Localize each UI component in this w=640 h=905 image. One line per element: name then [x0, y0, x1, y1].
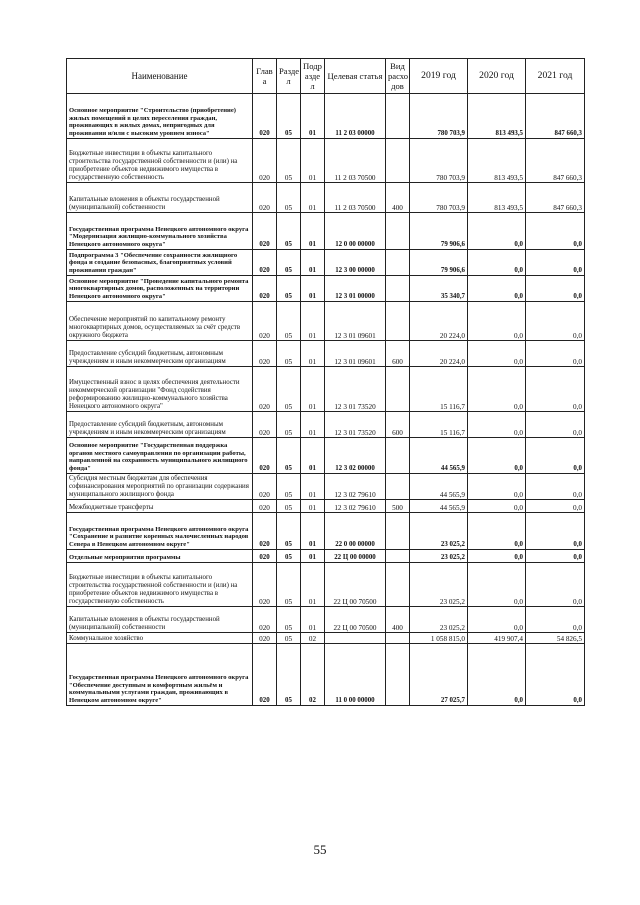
cell-2021: 0,0	[526, 276, 585, 302]
cell-glava: 020	[253, 250, 277, 276]
table-row	[67, 367, 585, 412]
cell-name: Коммунальное хозяйство	[67, 633, 253, 644]
table-row	[67, 474, 585, 500]
cell-2020: 0,0	[468, 213, 526, 250]
cell-podrazdel: 01	[301, 94, 325, 139]
cell-article: 12 3 00 00000	[325, 250, 386, 276]
cell-podrazdel: 01	[301, 438, 325, 474]
table-row	[67, 438, 585, 474]
cell-glava: 020	[253, 550, 277, 563]
header-podrazdel: Подр азде л	[301, 59, 325, 94]
cell-glava: 020	[253, 438, 277, 474]
cell-glava: 020	[253, 563, 277, 607]
cell-razdel: 05	[277, 341, 301, 367]
cell-expense-type: 500	[386, 500, 410, 513]
cell-2021: 0,0	[526, 474, 585, 500]
header-expense-type: Вид расхо дов	[386, 59, 410, 94]
cell-2021: 0,0	[526, 341, 585, 367]
cell-2020: 0,0	[468, 276, 526, 302]
cell-2020: 0,0	[468, 500, 526, 513]
cell-2021: 0,0	[526, 563, 585, 607]
cell-podrazdel: 01	[301, 607, 325, 633]
cell-name: Межбюджетные трансферты	[67, 500, 253, 513]
cell-razdel: 05	[277, 438, 301, 474]
cell-name: Государственная программа Ненецкого автономного округа "Обеспечение доступным и комфортным жильём и коммунальными услугами граждан, проживающих в Ненецком автономном округе"	[67, 644, 253, 706]
cell-name: Субсидия местным бюджетам для обеспечения софинансирования мероприятий по организации содержания муниципального жилищного фонда	[67, 474, 253, 500]
cell-2020: 0,0	[468, 412, 526, 438]
cell-expense-type: 400	[386, 607, 410, 633]
cell-2020: 0,0	[468, 341, 526, 367]
cell-podrazdel: 02	[301, 633, 325, 644]
cell-2021: 0,0	[526, 644, 585, 706]
cell-podrazdel: 01	[301, 276, 325, 302]
cell-podrazdel: 01	[301, 563, 325, 607]
table-row	[67, 563, 585, 607]
cell-podrazdel: 01	[301, 474, 325, 500]
cell-name: Основное мероприятие "Государственная поддержка органов местного самоуправления по организации работы, направленной на сохранность муниципального жилищного фонда"	[67, 438, 253, 474]
cell-glava: 020	[253, 513, 277, 550]
cell-glava: 020	[253, 633, 277, 644]
cell-podrazdel: 01	[301, 341, 325, 367]
cell-2019: 20 224,0	[410, 302, 468, 341]
cell-podrazdel: 01	[301, 183, 325, 213]
cell-glava: 020	[253, 367, 277, 412]
cell-expense-type	[386, 563, 410, 607]
cell-2021: 0,0	[526, 513, 585, 550]
cell-2020: 813 493,5	[468, 183, 526, 213]
cell-razdel: 05	[277, 412, 301, 438]
cell-article: 12 3 01 09601	[325, 341, 386, 367]
table-row	[67, 633, 585, 644]
cell-2021: 0,0	[526, 550, 585, 563]
cell-razdel: 05	[277, 563, 301, 607]
cell-2019: 23 025,2	[410, 550, 468, 563]
cell-name: Предоставление субсидий бюджетным, автономным учреждениям и иным некоммерческим организациям	[67, 341, 253, 367]
cell-name: Подпрограмма 3 "Обеспечение сохранности жилищного фонда и создание безопасных, благоприятных условий проживания граждан"	[67, 250, 253, 276]
cell-razdel: 05	[277, 474, 301, 500]
cell-glava: 020	[253, 500, 277, 513]
cell-2020: 0,0	[468, 302, 526, 341]
cell-razdel: 05	[277, 633, 301, 644]
cell-2021: 0,0	[526, 302, 585, 341]
cell-glava: 020	[253, 213, 277, 250]
cell-2020: 0,0	[468, 513, 526, 550]
cell-glava: 020	[253, 183, 277, 213]
cell-2019: 20 224,0	[410, 341, 468, 367]
cell-2021: 0,0	[526, 500, 585, 513]
cell-article: 22 Ц 00 70500	[325, 563, 386, 607]
cell-podrazdel: 01	[301, 412, 325, 438]
cell-razdel: 05	[277, 276, 301, 302]
cell-glava: 020	[253, 302, 277, 341]
cell-article: 11 2 03 00000	[325, 94, 386, 139]
cell-podrazdel: 01	[301, 500, 325, 513]
cell-article: 12 3 02 79610	[325, 474, 386, 500]
cell-2021: 847 660,3	[526, 94, 585, 139]
cell-glava: 020	[253, 341, 277, 367]
cell-podrazdel: 01	[301, 250, 325, 276]
table-row	[67, 550, 585, 563]
cell-podrazdel: 01	[301, 302, 325, 341]
cell-expense-type	[386, 633, 410, 644]
cell-2019: 27 025,7	[410, 644, 468, 706]
cell-2021: 0,0	[526, 367, 585, 412]
cell-2020: 0,0	[468, 644, 526, 706]
cell-2021: 0,0	[526, 607, 585, 633]
cell-2019: 15 116,7	[410, 367, 468, 412]
cell-expense-type	[386, 513, 410, 550]
cell-2019: 23 025,2	[410, 513, 468, 550]
cell-name: Основное мероприятие "Строительство (приобретение) жилых помещений в целях переселения граждан, проживающих в жилых домах, непригодных для проживания и/или с высоким уровнем износа"	[67, 94, 253, 139]
table-row	[67, 341, 585, 367]
cell-expense-type	[386, 367, 410, 412]
cell-2020: 0,0	[468, 438, 526, 474]
cell-expense-type	[386, 94, 410, 139]
cell-expense-type: 600	[386, 341, 410, 367]
cell-2019: 23 025,2	[410, 607, 468, 633]
header-glava: Глав а	[253, 59, 277, 94]
cell-expense-type	[386, 139, 410, 183]
cell-razdel: 05	[277, 513, 301, 550]
table-row	[67, 412, 585, 438]
cell-2019: 79 906,6	[410, 250, 468, 276]
cell-2020: 0,0	[468, 563, 526, 607]
cell-expense-type	[386, 302, 410, 341]
table-row	[67, 607, 585, 633]
cell-2020: 419 907,4	[468, 633, 526, 644]
cell-podrazdel: 02	[301, 644, 325, 706]
cell-glava: 020	[253, 139, 277, 183]
table-row	[67, 302, 585, 341]
cell-2021: 847 660,3	[526, 183, 585, 213]
cell-glava: 020	[253, 644, 277, 706]
cell-2021: 54 826,5	[526, 633, 585, 644]
cell-name: Основное мероприятие "Проведение капитального ремонта многоквартирных домов, расположенных на территории Ненецкого автономного округа"	[67, 276, 253, 302]
cell-expense-type	[386, 550, 410, 563]
header-name: Наименование	[67, 59, 253, 94]
table-body	[67, 94, 585, 706]
cell-razdel: 05	[277, 139, 301, 183]
cell-name: Бюджетные инвестиции в объекты капитального строительства государственной собственности и (или) на приобретение объектов недвижимого имущества в государственную собственность	[67, 139, 253, 183]
cell-2019: 23 025,2	[410, 563, 468, 607]
cell-podrazdel: 01	[301, 513, 325, 550]
cell-2020: 0,0	[468, 250, 526, 276]
table-row	[67, 500, 585, 513]
cell-2019: 780 703,9	[410, 139, 468, 183]
cell-razdel: 05	[277, 607, 301, 633]
cell-expense-type	[386, 213, 410, 250]
cell-razdel: 05	[277, 250, 301, 276]
cell-glava: 020	[253, 474, 277, 500]
cell-article: 12 3 01 00000	[325, 276, 386, 302]
header-2019: 2019 год	[410, 59, 468, 94]
cell-glava: 020	[253, 412, 277, 438]
cell-2019: 44 565,9	[410, 500, 468, 513]
cell-glava: 020	[253, 94, 277, 139]
cell-expense-type	[386, 276, 410, 302]
cell-razdel: 05	[277, 367, 301, 412]
cell-glava: 020	[253, 607, 277, 633]
cell-expense-type: 600	[386, 412, 410, 438]
cell-article: 12 0 00 00000	[325, 213, 386, 250]
cell-article: 12 3 01 73520	[325, 412, 386, 438]
cell-2021: 0,0	[526, 250, 585, 276]
cell-razdel: 05	[277, 302, 301, 341]
cell-2019: 44 565,9	[410, 438, 468, 474]
cell-article: 12 3 02 79610	[325, 500, 386, 513]
cell-podrazdel: 01	[301, 213, 325, 250]
cell-article: 12 3 02 00000	[325, 438, 386, 474]
cell-name: Государственная программа Ненецкого автономного округа "Модернизация жилищно-коммунального хозяйства Ненецкого автономного округа"	[67, 213, 253, 250]
table-row	[67, 644, 585, 706]
header-2020: 2020 год	[468, 59, 526, 94]
cell-razdel: 05	[277, 183, 301, 213]
cell-article: 11 2 03 70500	[325, 183, 386, 213]
cell-expense-type: 400	[386, 183, 410, 213]
cell-razdel: 05	[277, 94, 301, 139]
cell-name: Капитальные вложения в объекты государственной (муниципальной) собственности	[67, 183, 253, 213]
cell-2021: 847 660,3	[526, 139, 585, 183]
cell-name: Обеспечение мероприятий по капитальному ремонту многоквартирных домов, осуществляемых за счёт средств окружного бюджета	[67, 302, 253, 341]
cell-name: Предоставление субсидий бюджетным, автономным учреждениям и иным некоммерческим организациям	[67, 412, 253, 438]
cell-expense-type	[386, 250, 410, 276]
cell-podrazdel: 01	[301, 367, 325, 412]
cell-2020: 813 493,5	[468, 139, 526, 183]
table-row	[67, 250, 585, 276]
cell-podrazdel: 01	[301, 139, 325, 183]
cell-2021: 0,0	[526, 438, 585, 474]
cell-2020: 813 493,5	[468, 94, 526, 139]
cell-2019: 44 565,9	[410, 474, 468, 500]
cell-expense-type	[386, 438, 410, 474]
table-row	[67, 276, 585, 302]
cell-podrazdel: 01	[301, 550, 325, 563]
cell-razdel: 05	[277, 500, 301, 513]
cell-2020: 0,0	[468, 474, 526, 500]
cell-article: 12 3 01 09601	[325, 302, 386, 341]
cell-expense-type	[386, 644, 410, 706]
cell-2020: 0,0	[468, 607, 526, 633]
cell-expense-type	[386, 474, 410, 500]
table-row	[67, 183, 585, 213]
cell-name: Отдельные мероприятия программы	[67, 550, 253, 563]
budget-table	[66, 58, 585, 706]
header-article: Целевая статья	[325, 59, 386, 94]
cell-name: Капитальные вложения в объекты государственной (муниципальной) собственности	[67, 607, 253, 633]
cell-name: Государственная программа Ненецкого автономного округа "Сохранение и развитие коренных малочисленных народов Севера в Ненецком автономном округе"	[67, 513, 253, 550]
cell-article: 22 Ц 00 00000	[325, 550, 386, 563]
cell-razdel: 05	[277, 213, 301, 250]
table-header-row	[67, 59, 585, 94]
cell-2021: 0,0	[526, 412, 585, 438]
cell-glava: 020	[253, 276, 277, 302]
table-row	[67, 213, 585, 250]
header-2021: 2021 год	[526, 59, 585, 94]
cell-article: 22 0 00 00000	[325, 513, 386, 550]
page-number: 55	[313, 842, 327, 857]
cell-article	[325, 633, 386, 644]
cell-2021: 0,0	[526, 213, 585, 250]
table-row	[67, 139, 585, 183]
cell-2019: 780 703,9	[410, 183, 468, 213]
table-row	[67, 513, 585, 550]
cell-razdel: 05	[277, 644, 301, 706]
header-razdel: Разде л	[277, 59, 301, 94]
cell-name: Имущественный взнос в целях обеспечения деятельности некоммерческой организации "Фонд содействия реформированию жилищно-коммунального хозяйства Ненецкого автономного округа"	[67, 367, 253, 412]
cell-razdel: 05	[277, 550, 301, 563]
cell-name: Бюджетные инвестиции в объекты капитального строительства государственной собственности и (или) на приобретение объектов недвижимого имущества в государственную собственность	[67, 563, 253, 607]
cell-2019: 35 340,7	[410, 276, 468, 302]
cell-2019: 1 058 815,0	[410, 633, 468, 644]
cell-2019: 15 116,7	[410, 412, 468, 438]
cell-article: 11 0 00 00000	[325, 644, 386, 706]
cell-article: 22 Ц 00 70500	[325, 607, 386, 633]
cell-2020: 0,0	[468, 367, 526, 412]
cell-article: 11 2 03 70500	[325, 139, 386, 183]
table-row	[67, 94, 585, 139]
cell-2019: 780 703,9	[410, 94, 468, 139]
cell-article: 12 3 01 73520	[325, 367, 386, 412]
cell-2019: 79 906,6	[410, 213, 468, 250]
cell-2020: 0,0	[468, 550, 526, 563]
